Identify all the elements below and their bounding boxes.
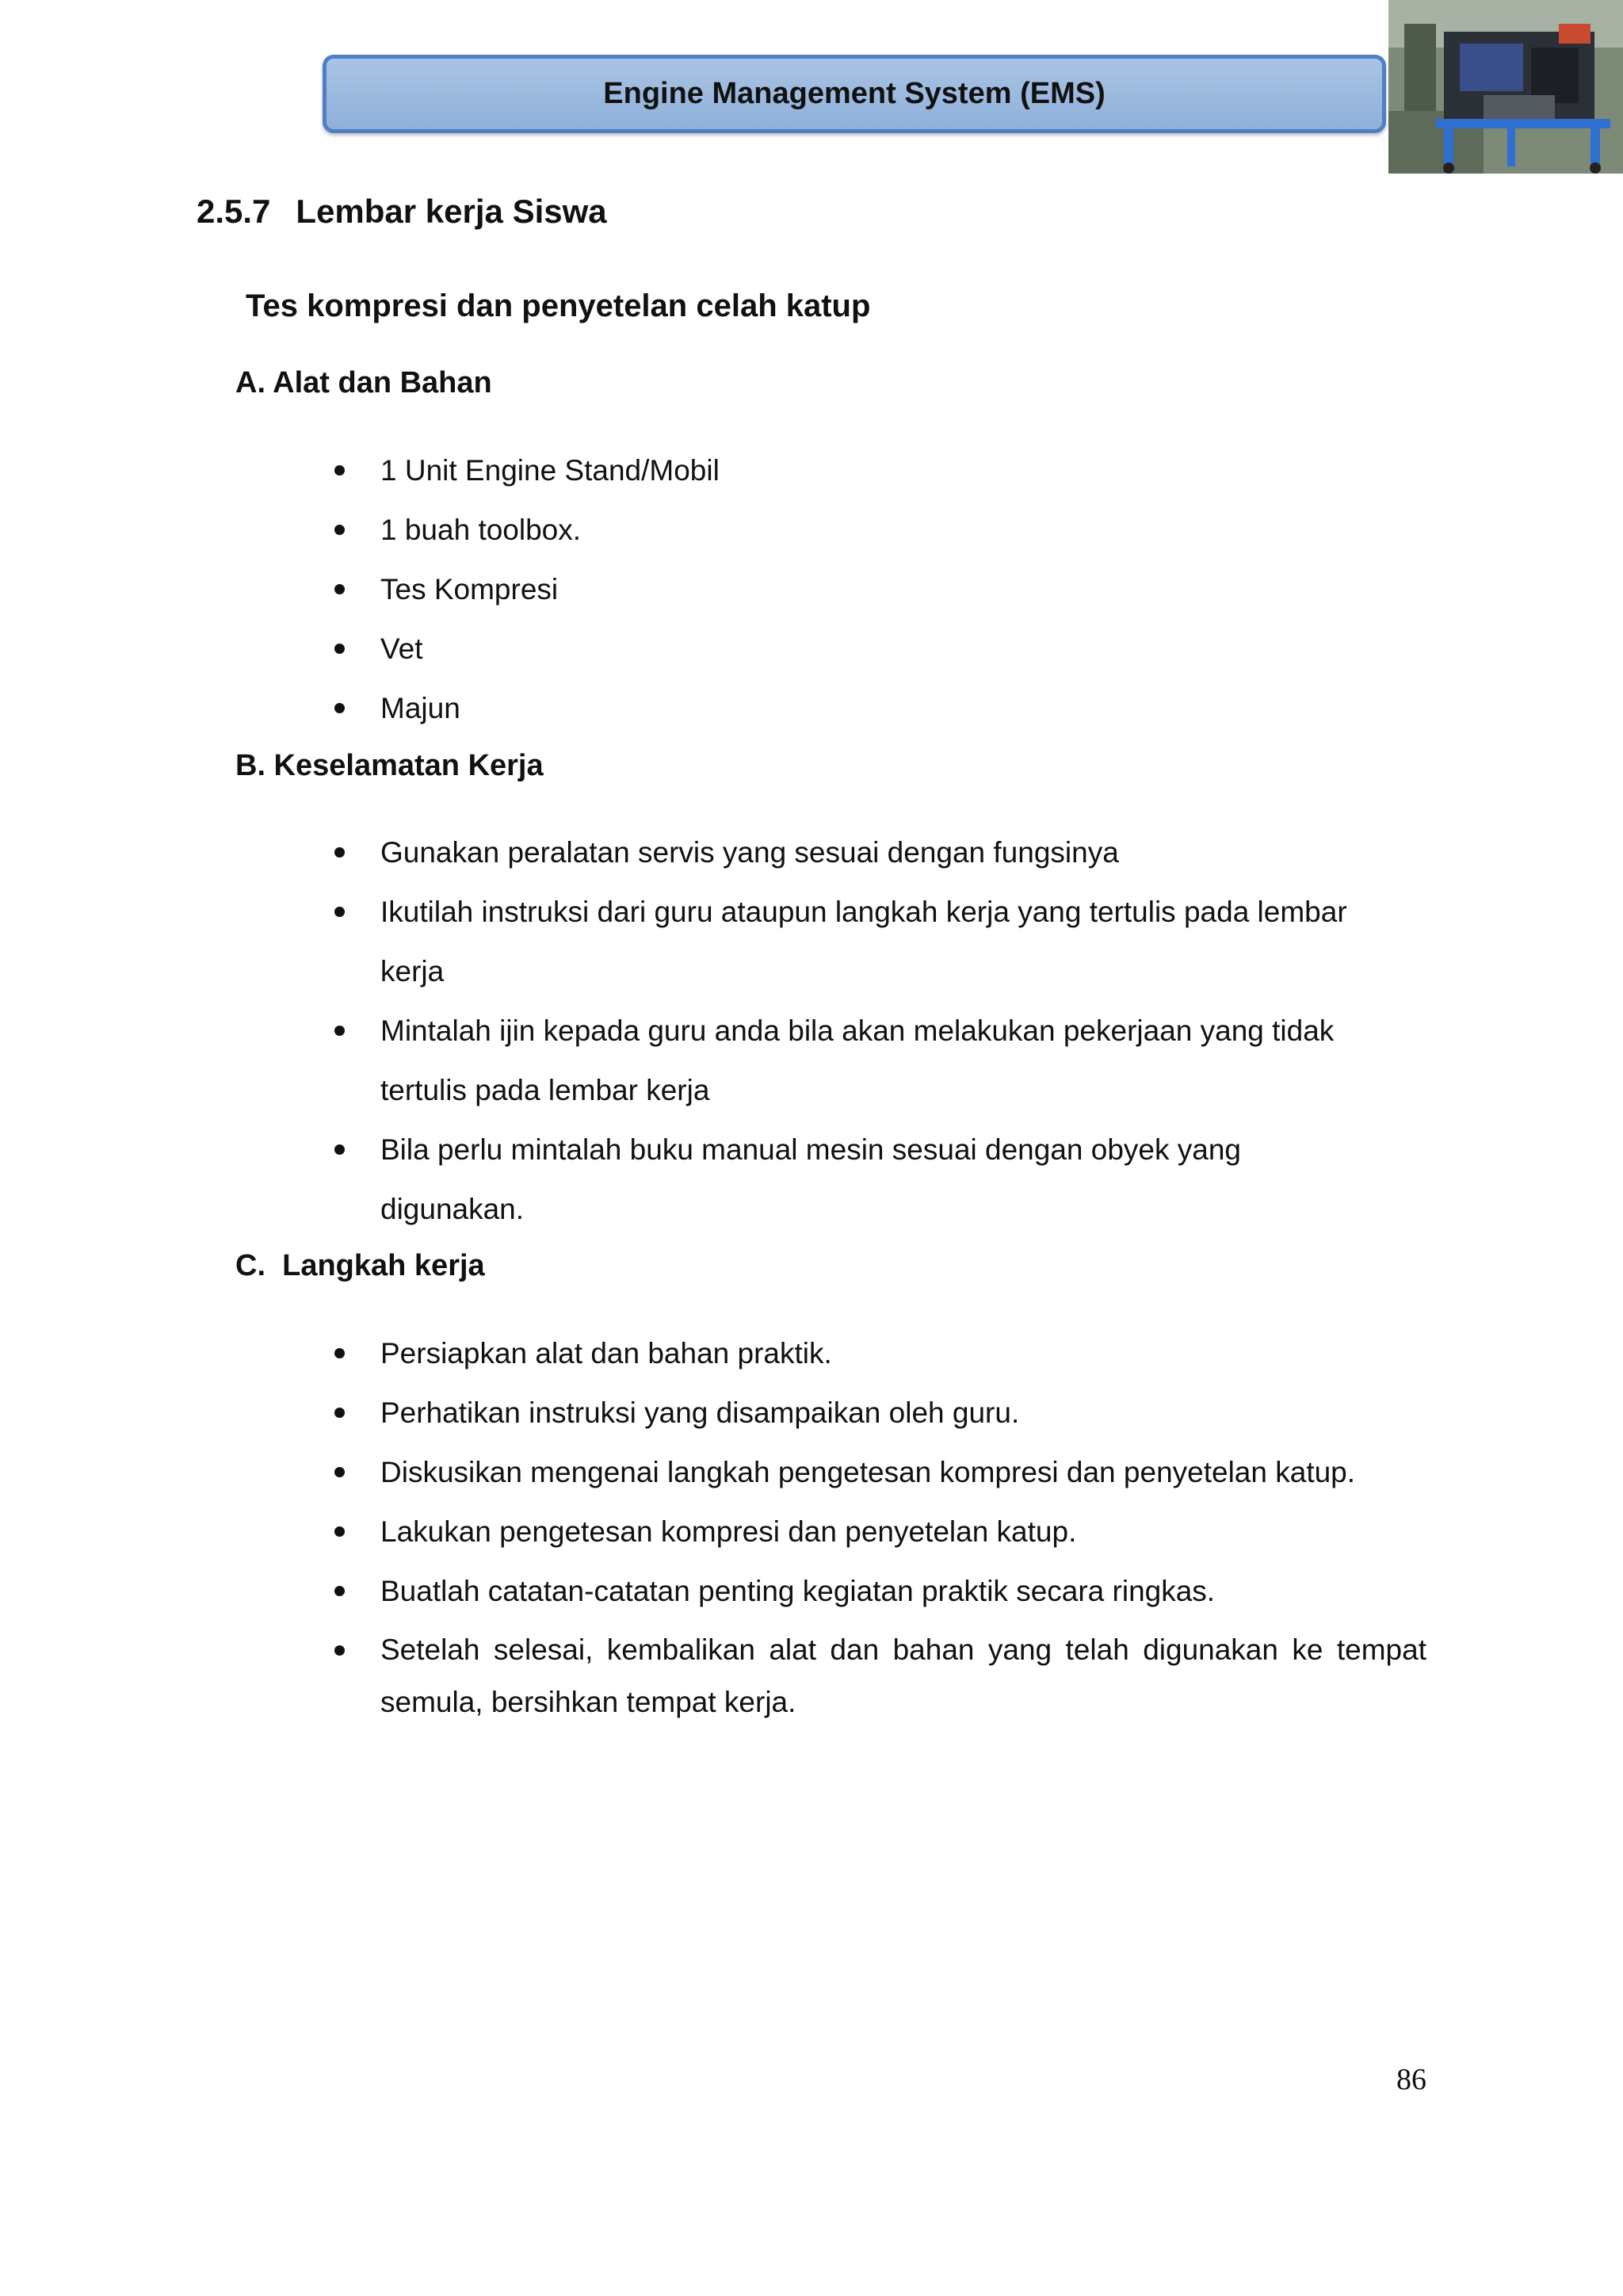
list-item: 1 buah toolbox.: [0, 500, 720, 560]
list-item: Diskusikan mengenai langkah pengetesan kompresi dan penyetelan katup.: [0, 1442, 1426, 1502]
list-item: Vet: [0, 619, 720, 678]
list-item: Majun: [0, 678, 720, 738]
list-item-text: Bila perlu mintalah buku manual mesin sesuai dengan obyek yang digunakan.: [380, 1133, 1242, 1225]
engine-stand-photo: [1388, 0, 1623, 174]
list-item: 1 Unit Engine Stand/Mobil: [0, 441, 720, 500]
header-banner: [323, 55, 1386, 133]
list-item: [0, 1621, 1426, 1729]
safety-list: [0, 823, 1363, 1239]
list-item: [0, 823, 1363, 882]
list-item: Lakukan pengetesan kompresi dan penyetelan katup.: [0, 1502, 1426, 1561]
list-item: Tes Kompresi: [0, 560, 720, 619]
list-item-text: Setelah selesai, kembalikan alat dan bahan yang telah digunakan ke tempat semula, bersihkan tempat kerja.: [380, 1633, 1426, 1718]
list-item: Perhatikan instruksi yang disampaikan oleh guru.: [0, 1383, 1426, 1442]
list-item: [0, 1001, 1363, 1120]
section-heading: [197, 193, 607, 231]
list-item: Buatlah catatan-catatan penting kegiatan praktik secara ringkas.: [0, 1561, 1426, 1621]
list-item: [0, 1120, 1363, 1239]
group-heading-tools: A. Alat dan Bahan: [235, 366, 492, 399]
list-item: Persiapkan alat dan bahan praktik.: [0, 1324, 1426, 1383]
page-number: 86: [1396, 2063, 1426, 2096]
list-item-text: Mintalah ijin kepada guru anda bila akan melakukan pekerjaan yang tidak tertulis pada lembar kerja: [380, 1014, 1335, 1106]
steps-list: [0, 1324, 1426, 1729]
list-item: [0, 882, 1363, 1001]
engine-stand-photo-icon: [1388, 0, 1623, 174]
section-title: Lembar kerja Siswa: [296, 193, 607, 230]
group-heading-safety: B. Keselamatan Kerja: [235, 749, 544, 782]
list-item-text: Ikutilah instruksi dari guru ataupun langkah kerja yang tertulis pada lembar kerja: [380, 896, 1347, 988]
tools-list: [0, 441, 720, 738]
header-title: Engine Management System (EMS): [603, 77, 1106, 110]
section-number: 2.5.7: [197, 193, 271, 230]
group-heading-steps: C. Langkah kerja: [235, 1249, 485, 1282]
worksheet-subtitle: Tes kompresi dan penyetelan celah katup: [246, 288, 871, 323]
list-item-text: Gunakan peralatan servis yang sesuai dengan fungsinya: [380, 836, 1119, 869]
